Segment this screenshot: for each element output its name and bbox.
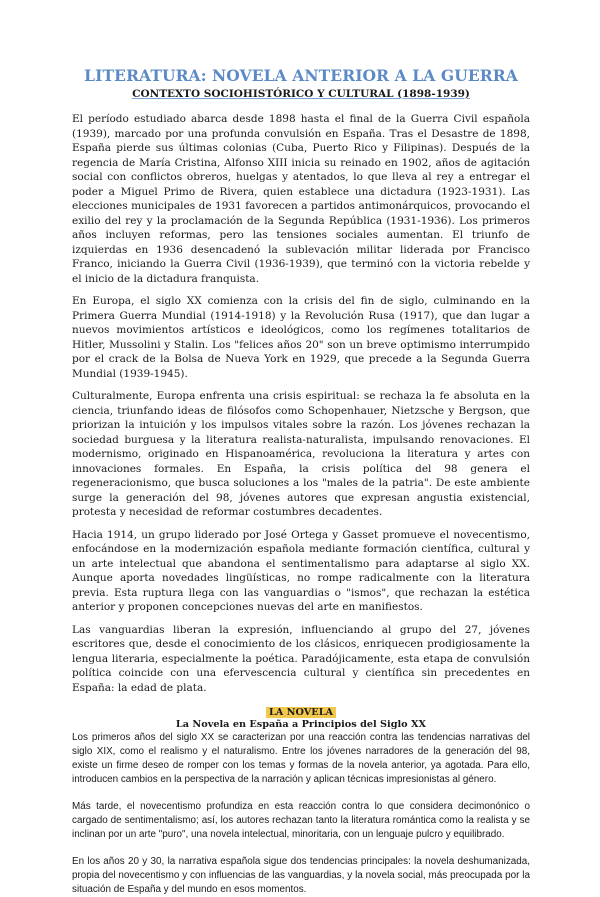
context-paragraph: El período estudiado abarca desde 1898 hasta el final de la Guerra Civil española (1939), marcado por una profunda convulsión en España. Tras el Desastre de 1898, España pierde sus últimas colonias (Cuba, Puerto Rico y Filipinas). Después de la regencia de María Cristina, Alfonso XIII inicia su reinado en 1902, años de agitación social con conflictos obreros, huelgas y atentados, lo que lleva al rey a entregar el poder a Miguel Primo de Rivera, quien establece una dictadura (1923-1931). Las elecciones municipales de 1931 favorecen a partidos antimonárquicos, provocando el exilio del rey y la proclamación de la Segunda República (1931-1936). Los primeros años incluyen reformas, pero las tensiones sociales aumentan. El triunfo de izquierdas en 1936 desencadenó la sublevación militar liderada por Francisco Franco, iniciando la Guerra Civil (1936-1939), que terminó con la victoria rebelde y el inicio de la dictadura franquista. [72,113,530,285]
document-subtitle: CONTEXTO SOCIOHISTÓRICO Y CULTURAL (1898-1939) [132,88,470,100]
document-title: LITERATURA: NOVELA ANTERIOR A LA GUERRA [84,66,518,85]
section-heading-highlight: LA NOVELA [266,707,336,718]
section-subheading: La Novela en España a Principios del Siglo XX [175,719,427,730]
novela-paragraph: En los años 20 y 30, la narrativa española sigue dos tendencias principales: la novela deshumanizada, propia del novecentismo y con influencias de las vanguardias, y la novela social, más preocupada por la situación de España y del mundo en esos momentos. [72,856,530,895]
context-paragraph: Hacia 1914, un grupo liderado por José Ortega y Gasset promueve el novecentismo, enfocándose en la modernización española mediante formación científica, cultural y un arte intelectual que abandona el sentimentalismo para adaptarse al siglo XX. Aunque aporta novedades lingüísticas, no rompe radicalmente con la literatura previa. Esta ruptura llega con las vanguardias o "ismos", que rechazan la estética anterior y proponen concepciones nuevas del arte en manifiestos. [72,528,530,613]
context-paragraph: Culturalmente, Europa enfrenta una crisis espiritual: se rechaza la fe absoluta en la ciencia, triunfando ideas de filósofos como Schopenhauer, Nietzsche y Bergson, que priorizan la intuición y los impulsos vitales sobre la razón. Los jóvenes rechazan la sociedad burguesa y la literatura realista-naturalista, impulsando renovaciones. El modernismo, originado en Hispanoamérica, revoluciona la literatura y artes con innovaciones formales. En España, la crisis política del 98 genera el regeneracionismo, que busca soluciones a los "males de la patria". De este ambiente surge la generación del 98, jóvenes autores que expresan angustia existencial, protesta y necesidad de reformar costumbres decadentes. [72,390,530,518]
context-paragraph: En Europa, el siglo XX comienza con la crisis del fin de siglo, culminando en la Primera Guerra Mundial (1914-1918) y la Revolución Rusa (1917), que dan lugar a nuevos movimientos artísticos e ideológicos, como los regímenes totalitarios de Hitler, Mussolini y Stalin. Los "felices años 20" son un breve optimismo interrumpido por el crack de la Bolsa de Nueva York en 1929, que precede a la Segunda Guerra Mundial (1939-1945). [72,295,530,380]
novela-paragraph: Los primeros años del siglo XX se caracterizan por una reacción contra las tendencias narrativas del siglo XIX, como el realismo y el naturalismo. Entre los jóvenes narradores de la generación del 98, existe un firme deseo de romper con los temas y formas de la novela anterior, ya agotada. Para ello, introducen cambios en la perspectiva de la narración y aplican técnicas impresionistas al género. [72,732,530,785]
section-heading [72,707,530,718]
novela-paragraph: Más tarde, el novecentismo profundiza en esta reacción contra lo que considera decimonónico o cargado de sentimentalismo; así, los autores rechazan tanto la literatura romántica como la realista y se inclinan por un arte "puro", una novela intelectual, minoritaria, con un lenguaje pulcro y equilibrado. [72,801,530,840]
context-paragraph: Las vanguardias liberan la expresión, influenciando al grupo del 27, jóvenes escritores que, desde el conocimiento de los clásicos, enriquecen prodigiosamente la lengua literaria, especialmente la poética. Paradójicamente, esta etapa de convulsión política coincide con una efervescencia cultural y científica sin precedentes en España: la edad de plata. [72,623,530,694]
